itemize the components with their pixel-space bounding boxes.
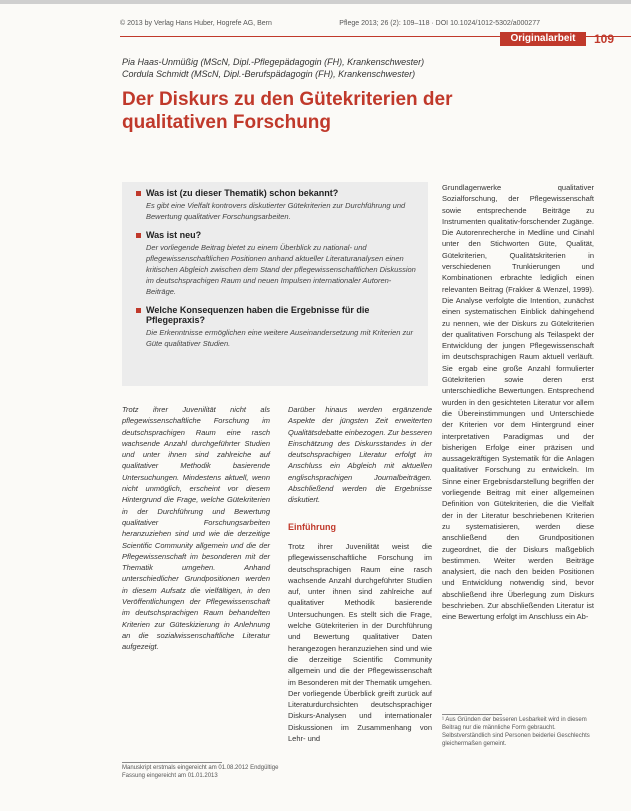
author-block	[122, 56, 424, 80]
manuscript-note: Manuskript erstmals eingereicht am 01.08.2012 Endgültige Fassung eingereicht am 01.01.2013	[122, 765, 279, 779]
copyright-line: © 2013 by Verlag Hans Huber, Hogrefe AG, Bern	[120, 20, 272, 27]
citation-line: Pflege 2013; 26 (2): 109–118 · DOI 10.1024/1012-5302/a000277	[339, 20, 540, 27]
bullet-icon	[136, 191, 141, 196]
author-2: Cordula Schmidt (MScN, Dipl.-Berufspädagogin (FH), Krankenschwester)	[122, 69, 416, 79]
running-header	[120, 20, 540, 27]
answer-text: Es gibt eine Vielfalt kontrovers diskutierter Gütekriterien zur Durchführung und Bewertung qualitativer Forschungsarbeiten.	[146, 201, 406, 221]
summary-question-3	[136, 305, 418, 349]
answer-text: Der vorliegende Beitrag bietet zu einem Überblick zu national- und pflegewissenschaftlichen Positionen anhand aktueller Literaturanalysen einen kritischen Abgleich zwischen dem Stand der pflegewissenschaftlichen Diskussion im deutschsprachigen Raum und neuen Impulsen internationaler Autoren-Beiträge.	[146, 243, 416, 296]
footnote: ¹ Aus Gründen der besseren Lesbarkeit wird in diesem Beitrag nur die männliche Form gebraucht. Selbstverständlich sind Personen beiderlei Geschlechts gleichermaßen gemeint.	[442, 717, 590, 747]
right-column: Grundlagenwerke qualitativer Sozialforschung, der Pflegewissenschaft sowie entsprechende Beiträge zu Instrumenten qualitativ-forschender Zugänge. Die Autorenrecherche in Medline und Cinahl unter den Stichworten Güte, Qualität, Gütekriterien, Qualitätskriterien in verschiedenen Trunkierungen und Kombinationen erbrachte lediglich einen relevanten Beitrag (Frakker & Wenzel, 1999). Die Analyse verfolgte die Intention, zunächst einen systematischen Einblick dahingehend zu nennen, wie der Diskurs zu Gütekriterien der qualitativen Forschung als Teilaspekt der Entwicklung der jungen Pflegewissenschaft im deutschsprachigen Raum aktuell verläuft. Sie ergab eine große Anzahl formulierter Gütekriterien sowie deren erst unterschiedliche Bewertungen. Entsprechend wurden in den gesichteten Literatur vor allem die Übereinstimmungen und Unterschiede der Kriterien vor dem Hintergrund einer interpretativen Paradigmas und der bisherigen Erfolge einer präzisen und aussagekräftigen Systematik für die Anlagen qualitativer Forschung zu entwickeln. Im Sinne einer Ergebnisdarstellung begriffen der vorliegende Beitrag mit einer allgemeinen Definition von Gütekriterien, die die Vielfalt der in der Literatur beschriebenen Kriterien zu systematisieren, werden diese anschließend den Grundpositionen zugeordnet, die der Diskurs maßgeblich bestimmen. Weiter werden Beiträge analysiert, die nach den beiden Positionen und Entwicklung notwendig sind, bevor abschließend ihre Überlegung zum Diskurs beschrieben. Zur abschließenden Literatur ist eine Bewertung erfolgt im Anschluss ein Ab-	[442, 183, 594, 622]
abstract-column: Trotz ihrer Juvenilität nicht als pflegewissenschaftliche Forschung im deutschsprachigen Raum eine rasch wachsende Anzahl durchgeführter Studien und unter ihnen sind zahlreiche auf qualitativer Methodik basierende Untersuchungen. Mindestens aktuell, wenn nicht unmöglich, erscheint vor diesem Hintergrund die Frage, welche Gütekriterien in der Durchführung und Bewertung qualitativer Forschungsarbeiten heranzuziehen sind und wie die derzeitige Scientific Community allgemein und die der Pflegewissenschaft im besonderen mit der Thematik umgehen. Anhand unterschiedlicher Grundpositionen werden in diesem Aufsatz die vielfältigen, in den Veröffentlichungen der Pflegewissenschaft im deutschsprachigen Raum behandelten Kriterien zur Güteskizierung in Anlehnung an die sozialwissenschaftliche Literatur aufgezeigt.	[122, 405, 270, 652]
article-title	[122, 88, 542, 134]
abstract-continuation: Darüber hinaus werden ergänzende Aspekte der jüngsten Zeit erweiterten Qualitätsdebatte einbezogen. Zur besseren Einschätzung des Diskursstandes in der deutschsprachigen Literatur erfolgt im Anschluss ein Abgleich mit aktuellen englischsprachigen Journalbeiträgen. Abschließend werden die Ergebnisse diskutiert.	[288, 405, 432, 505]
question-text: Was ist (zu dieser Thematik) schon bekannt?	[146, 188, 339, 198]
title-line-1: Der Diskurs zu den Gütekriterien der	[122, 89, 453, 110]
summary-question-2	[136, 230, 418, 297]
question-text: Was ist neu?	[146, 230, 202, 240]
body-text: Trotz ihrer Juvenilität weist die pflegewissenschaftliche Forschung im deutschsprachigen Raum eine rasch wachsende Anzahl durchgeführter Studien auf, unter ihnen sind zahlreiche auf qualitativer Methodik basierende Untersuchungen. Es stellt sich die Frage, welche Gütekriterien in der Durchführung und Bewertung qualitativer Daten herangezogen heranzuziehen sind und wie die derzeitige Scientific Community allgemein und die der Pflegewissenschaft im Besonderen mit der Thematik umgehen. Der vorliegende Überblick greift zurück auf Literaturdurchsichten deutschsprachiger Diskurs-Analysen und internationaler Diskussionen im Zusammenhang von Lehr- und	[288, 541, 432, 744]
bullet-icon	[136, 308, 141, 313]
section-heading: Einführung	[288, 521, 336, 532]
footnote-rule	[442, 714, 502, 715]
question-text: Welche Konsequenzen haben die Ergebnisse für die Pflegepraxis?	[146, 305, 370, 325]
section-badge: Originalarbeit	[500, 32, 586, 46]
author-1: Pia Haas-Unmüßig (MScN, Dipl.-Pflegepädagogin (FH), Krankenschwester)	[122, 57, 425, 67]
title-line-2: qualitativen Forschung	[122, 112, 332, 133]
answer-text: Die Erkenntnisse ermöglichen eine weitere Auseinandersetzung mit Kriterien zur Güte qualitativer Studien.	[146, 328, 413, 348]
page-number: 109	[594, 32, 615, 46]
middle-column	[288, 404, 432, 744]
summary-box	[122, 182, 428, 386]
summary-question-1	[136, 182, 418, 222]
bullet-icon	[136, 233, 141, 238]
top-edge	[0, 0, 631, 4]
footnote-rule	[122, 762, 222, 763]
